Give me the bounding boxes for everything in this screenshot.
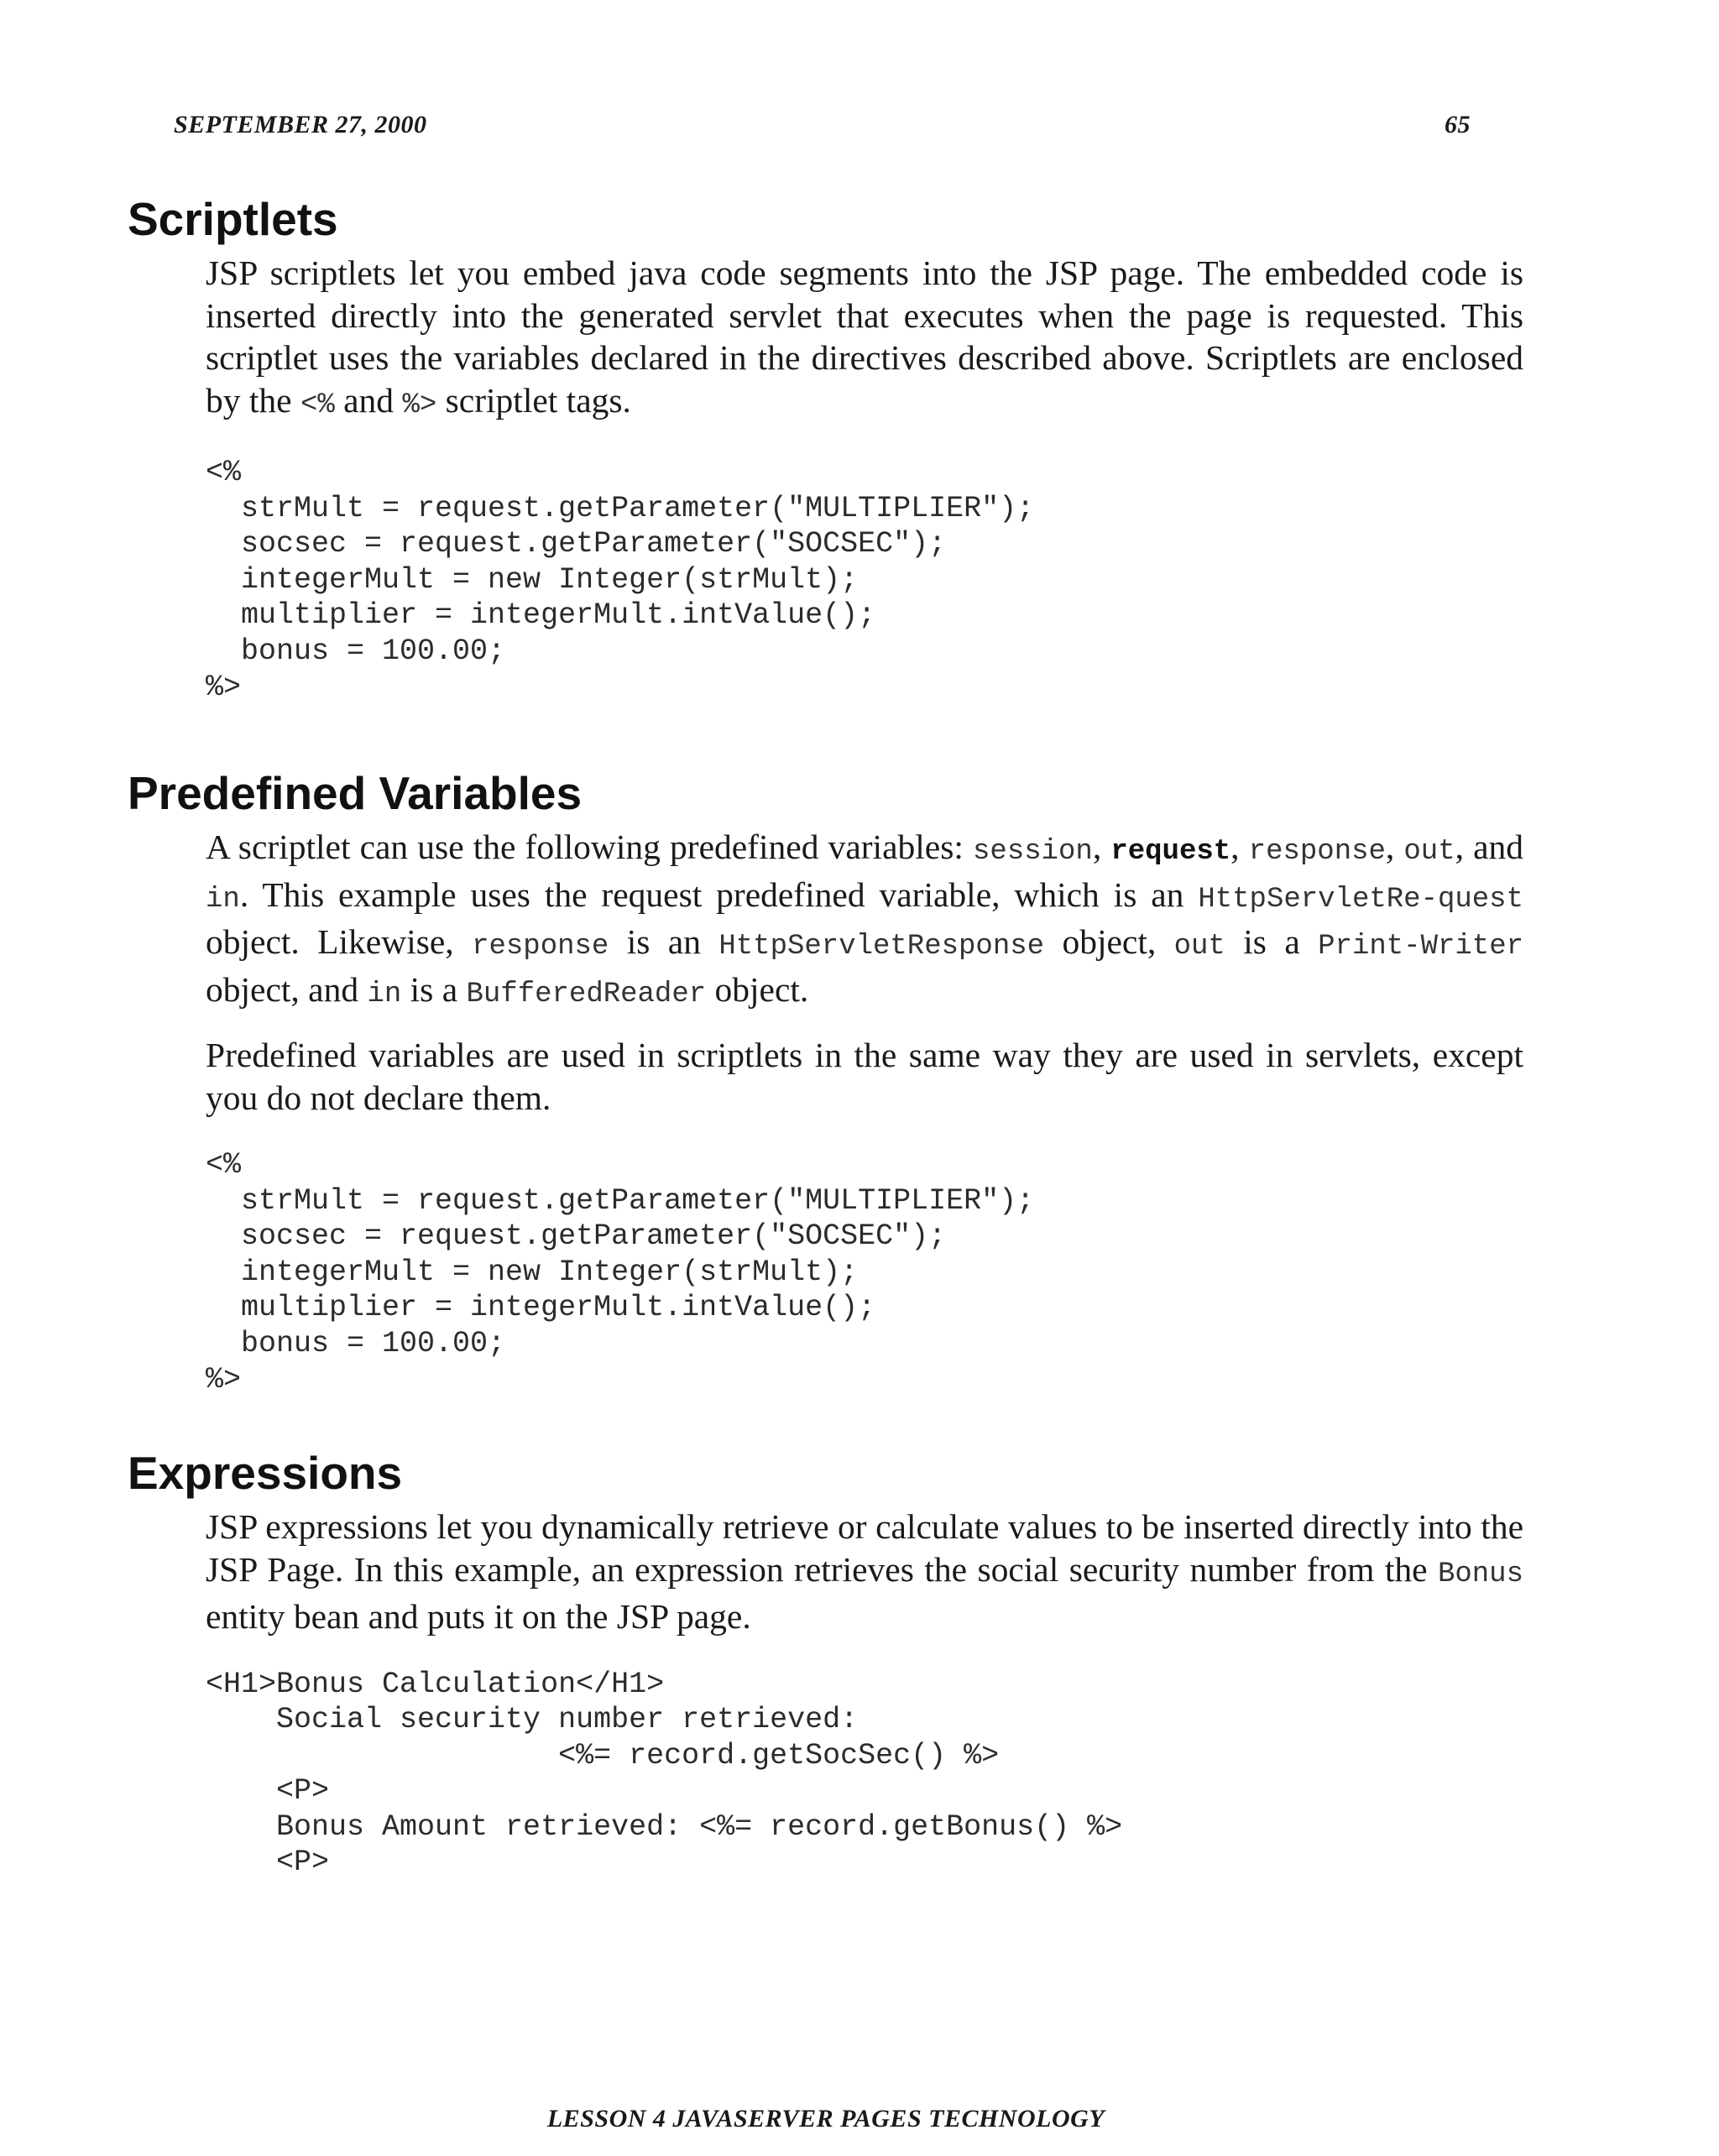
code-line: strMult = request.getParameter("MULTIPLIER"); [206,1183,1035,1218]
code-term: Bonus [1437,1558,1523,1590]
paragraph: Predefined variables are used in scriptlets in the same way they are used in servlets, except you do not declare them. [206,1036,1523,1117]
code-block [206,1667,1538,1882]
text-run: JSP expressions let you dynamically retrieve or calculate values to be inserted directly into the JSP Page. In this example, an expression retrieves the social security number from the [206,1507,1523,1589]
code-term: <% [300,389,335,421]
code-term: %> [402,389,437,421]
code-line: socsec = request.getParameter("SOCSEC"); [206,1219,947,1254]
text-run: , [1230,827,1249,866]
text-run: is a [1225,922,1319,961]
text-run: , [1385,827,1404,866]
code-term: out [1173,931,1225,963]
code-term: session [973,836,1093,868]
code-block [206,1147,1538,1397]
code-term: response [472,931,609,963]
text-run: , [1092,827,1111,866]
code-term: HttpServletRe-quest [1198,883,1523,916]
code-line: <P> [206,1774,330,1809]
code-term: request [1110,836,1231,868]
code-line: Social security number retrieved: [206,1703,859,1737]
code-line: <%= record.getSocSec() %> [206,1738,1000,1772]
text-run: is a [401,969,467,1009]
text-run: A scriptlet can use the following predefined variables: [206,827,974,866]
code-line: %> [206,1362,242,1396]
text-run: entity bean and puts it on the JSP page. [206,1597,751,1636]
section-predefined-variables [128,765,1538,1397]
text-run: JSP scriptlets let you embed java code segments into the JSP page. The embedded code is inserted directly into the generated servlet that executes when the page is requested. This scriptlet uses the variables declared in the directives described above. Scriptlets are enclosed by the [206,253,1523,420]
code-block [206,455,1538,705]
code-line: integerMult = new Integer(strMult); [206,562,859,597]
code-line: multiplier = integerMult.intValue(); [206,598,876,633]
page-number: 65 [1445,111,1471,138]
section-scriptlets [128,191,1538,705]
code-line: <% [206,456,242,489]
running-footer: LESSON 4 JAVASERVER PAGES TECHNOLOGY [546,2105,1105,2133]
text-run: object, and [206,969,368,1009]
text-run: and [334,380,403,420]
section-expressions [128,1445,1538,1881]
code-term: BufferedReader [466,978,707,1010]
text-run: , and [1455,827,1524,866]
text-run: object, [1044,922,1174,961]
running-head [174,111,1471,139]
section-title: Expressions [128,1447,403,1499]
code-line: bonus = 100.00; [206,1326,506,1360]
section-title: Scriptlets [128,193,338,245]
paragraph [206,1506,1523,1638]
text-run: object. [706,969,809,1009]
code-line: bonus = 100.00; [206,634,506,668]
paragraph [206,252,1523,426]
code-term: in [367,978,402,1010]
code-line: <% [206,1148,242,1182]
code-line: socsec = request.getParameter("SOCSEC"); [206,527,947,561]
code-line: <P> [206,1845,330,1880]
code-line: multiplier = integerMult.intValue(); [206,1291,876,1325]
header-date: SEPTEMBER 27, 2000 [174,111,427,138]
text-run: object. Likewise, [206,922,473,961]
code-term: in [206,883,240,916]
code-line: strMult = request.getParameter("MULTIPLIER"); [206,491,1035,525]
section-title: Predefined Variables [128,767,583,819]
text-run: . This example uses the request predefined variable, which is an [239,874,1199,914]
code-line: Bonus Amount retrieved: <%= record.getBonus() %> [206,1809,1123,1844]
code-line: integerMult = new Integer(strMult); [206,1255,859,1289]
paragraph [206,826,1523,1015]
code-line: <H1>Bonus Calculation</H1> [206,1667,665,1701]
code-line: %> [206,670,242,704]
text-run: is an [609,922,719,961]
text-run: scriptlet tags. [436,380,631,420]
code-term: HttpServletResponse [718,931,1045,963]
code-term: Print-Writer [1318,931,1523,963]
code-term: out [1403,836,1455,868]
code-term: response [1248,836,1386,868]
